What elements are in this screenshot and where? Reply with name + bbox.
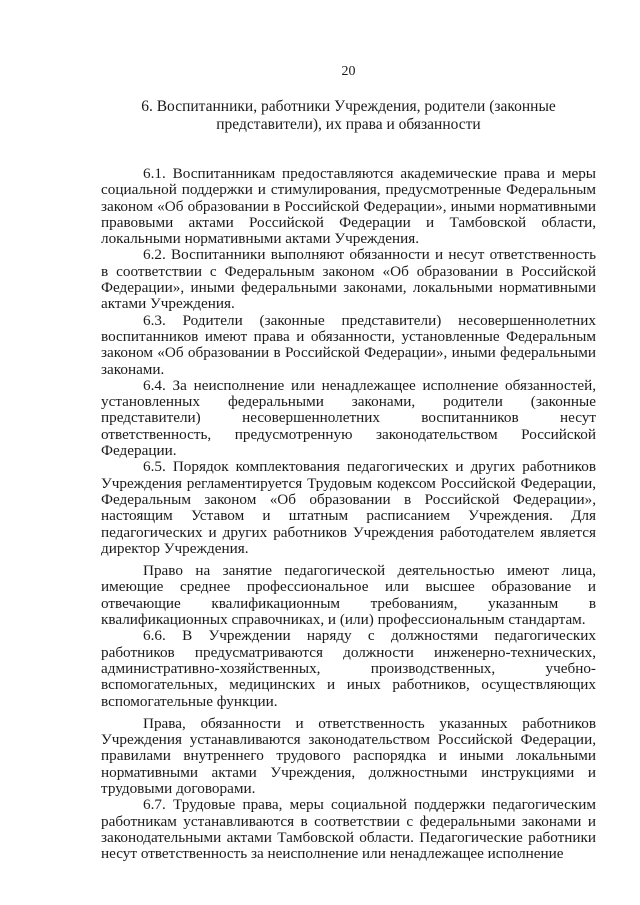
- paragraph-6-4: 6.4. За неисполнение или ненадлежащее исполнение обязанностей, установленных федеральными законами, родители (законные представители) несовершеннолетних воспитанников несут ответственность, предусмотренную законодательством Российской Федерации.: [101, 376, 596, 460]
- paragraph-6-6-rights: Права, обязанности и ответственность указанных работников Учреждения устанавливаются законодательством Российской Федерации, правилами внутреннего трудового распорядка и иными локальными нормативными актами Учреждения, должностными инструкциями и трудовыми договорами.: [101, 714, 596, 797]
- paragraph-6-1: 6.1. Воспитанникам предоставляются академические права и меры социальной поддержки и стимулирования, предусмотренные Федеральным законом «Об образовании в Российской Федерации», иными нормативными правовыми актами Российской Федерации и Тамбовской области, локальными нормативными актами Учреждения.: [101, 165, 596, 248]
- section-heading: [101, 98, 596, 134]
- paragraph-6-2: 6.2. Воспитанники выполняют обязанности и несут ответственность в соответствии с Федеральным законом «Об образовании в Российской Федерации», иными федеральными законами, локальными нормативными актами Учреждения.: [101, 246, 596, 313]
- page-number: 20: [341, 64, 356, 79]
- paragraph-6-6: 6.6. В Учреждении наряду с должностями педагогических работников предусматриваются должности инженерно-технических, административно-хозяйственных, производственных, учебно-вспомогательных, медицинских и иных работников, осуществляющих вспомогательные функции.: [101, 627, 596, 710]
- paragraph-6-7: 6.7. Трудовые права, меры социальной поддержки педагогическим работникам устанавливаются в соответствии с федеральными законами и законодательными актами Тамбовской области. Педагогические работники несут ответственность за неисполнение или ненадлежащее исполнение: [101, 796, 596, 863]
- paragraph-6-5-qualification: Право на занятие педагогической деятельностью имеют лица, имеющие среднее профессиональное или высшее образование и отвечающие квалификационным требованиям, указанным в квалификационных справочниках, и (или) профессиональным стандартам.: [101, 562, 596, 629]
- section-heading-line-1: 6. Воспитанники, работники Учреждения, родители (законные: [141, 98, 556, 115]
- paragraph-6-3: 6.3. Родители (законные представители) несовершеннолетних воспитанников имеют права и обязанности, установленные Федеральным законом «Об образовании в Российской Федерации», иными федеральными законами.: [101, 311, 596, 378]
- paragraph-6-5: 6.5. Порядок комплектования педагогических и других работников Учреждения регламентируется Трудовым кодексом Российской Федерации, Федеральным законом «Об образовании в Российской Федерации», настоящим Уставом и штатным расписанием Учреждения. Для педагогических и других работников Учреждения работодателем является директор Учреждения.: [101, 458, 596, 557]
- section-heading-line-2: представители), их права и обязанности: [216, 116, 481, 133]
